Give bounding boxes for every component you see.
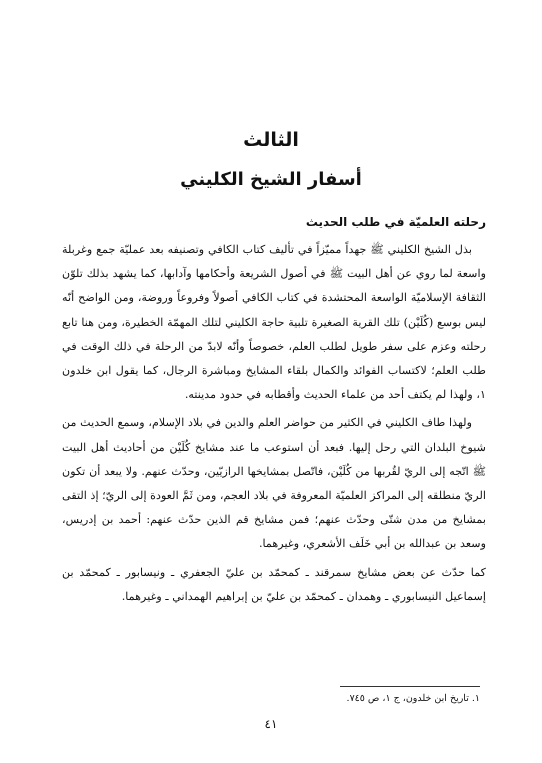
paragraph-2: ولهذا طاف الكليني في الكثير من حواضر العلم والدين في بلاد الإسلام، وسمع الحديث من شيوخ البلدان التي رحل إليها. فبعد أن استوعب ما عند مشايخ كُلَيْن من أحاديث أهل البيت ﷺ اتّجه إلى الريّ لقُربها من كُلَيْن، فاتّصل بمشايخها الرازيّين، وحدّث عنهم. ولا يبعد أن تكون الريّ منطلقه إلى المراكز العلميّة المعروفة في بلاد العجم، ومن ثَمَّ العودة إلى الريّ؛ إذ التقى بمشايخ من مدن شتّى وحدّث عنهم؛ فمن مشايخ قم الذين حدّث عنهم: أحمد بن إدريس، وسعد بن عبدالله بن أبي خَلَف الأشعري، وغيرهما. — [62, 416, 486, 551]
page-body — [62, 212, 486, 609]
paragraph-1: بذل الشيخ الكليني ﷺ جهداً مميّزاً في تأليف كتاب الكافي وتصنيفه بعد عمليّة جمع وغربلة واسعة لما روي عن أهل البيت ﷺ في أصول الشريعة وأحكامها وآدابها، كما يشهد بذلك تلوّن الثقافة الإسلاميّة الواسعة المحتشدة في كتاب الكافي أصولاً وفروعاً وروضة، ومن الواضح أنّه ليس بوسع (كُلَيْن) تلك القرية الصغيرة تلبية حاجة الكليني لتلك المهمّة الخطيرة، ومن هنا تابع رحلته وعزم على سفر طويل لطلب العلم، خصوصاً وأنّه لابدّ من الرحلة في ذلك الوقت في طلب العلم؛ لاكتساب الفوائد والكمال بلقاء المشايخ ومباشرة الرجال، كما يقول ابن خلدون ١، ولهذا لم يكتف أحد من علماء الحديث وأقطابه في حدود مدينته. — [62, 243, 486, 402]
chapter-subtitle: أسفار الشيخ الكليني — [180, 169, 362, 190]
footnote: ١. تاريخ ابن خلدون، ج ١، ص ٧٤٥. — [346, 693, 480, 704]
chapter-title: الثالث — [243, 129, 299, 151]
page-number: ٤١ — [264, 717, 278, 731]
footnote-divider — [340, 686, 480, 687]
paragraph-3: كما حدّث عن بعض مشايخ سمرقند ـ كمحمّد بن عليّ الجعفري ـ ونيسابور ـ كمحمّد بن إسماعيل النيسابوري ـ وهمدان ـ كمحمّد بن عليّ بن إبراهيم الهمداني ـ وغيرهما. — [62, 565, 486, 603]
section-heading: رحلته العلميّة في طلب الحديث — [305, 215, 486, 229]
